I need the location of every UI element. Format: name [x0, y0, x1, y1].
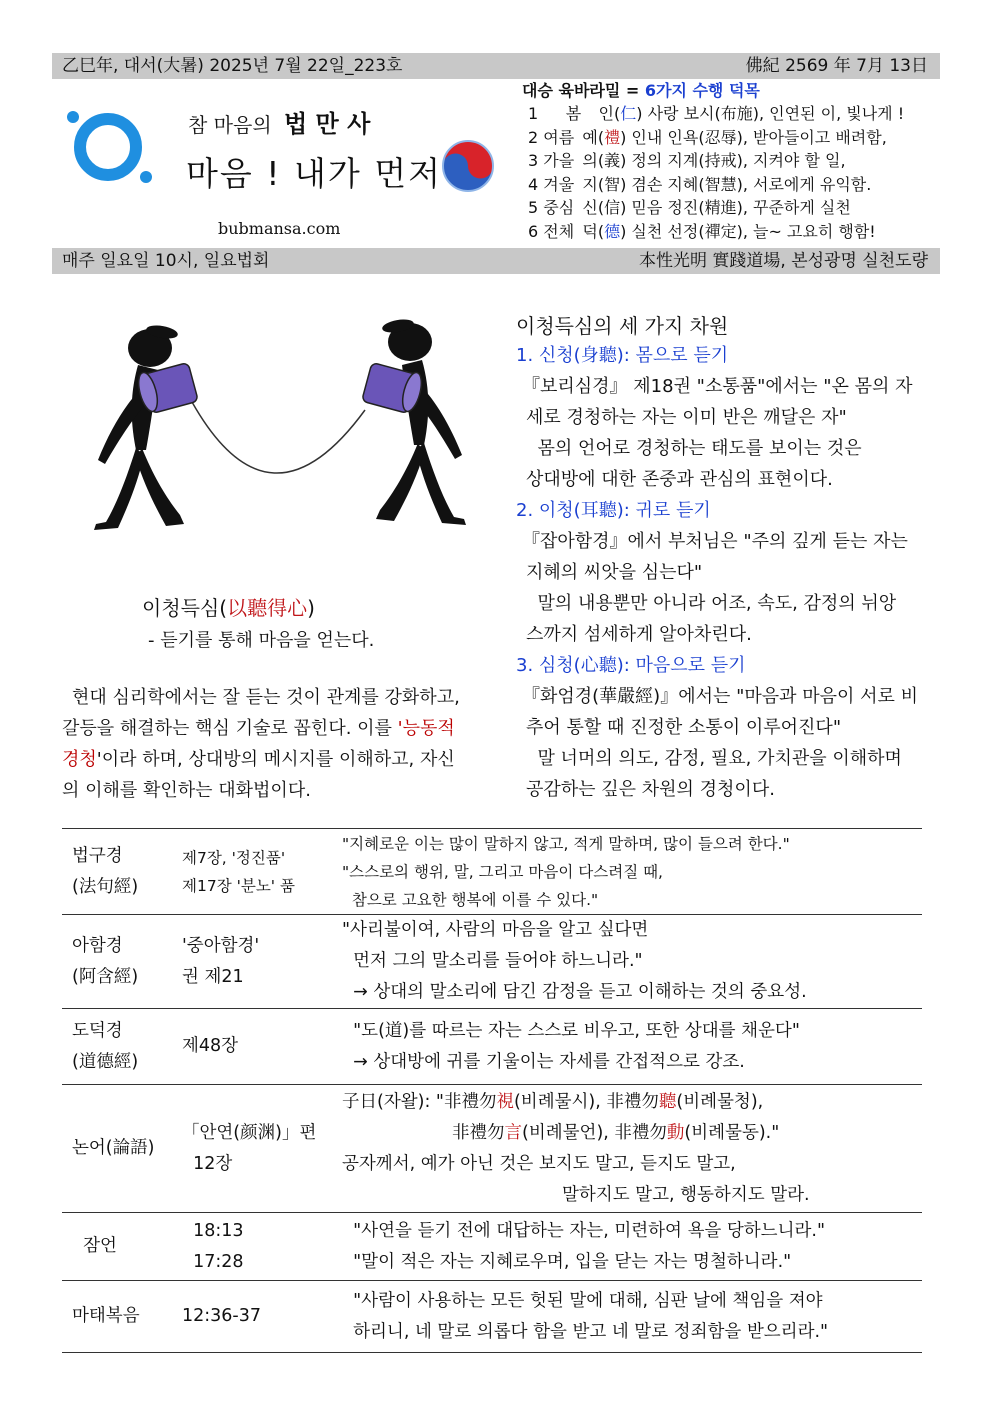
taegeuk-icon: [440, 138, 496, 194]
table-row: [62, 1085, 922, 1213]
section-heading: 3. 심청(心聽): 마음으로 듣기: [516, 655, 746, 676]
dimensions-sections: 1. 신청(身聽): 몸으로 듣기 『보리심경』 제18권 "소통품"에서는 "온 몸의 자 세로 경청하는 자는 이미 반은 깨달은 자" 몸의 언어로 경청하는 태도를 보이는 것은 상대방에 대한 존중과 관심의 표현이다. 2. 이청(耳聽): 귀로 듣기 『잡아함경』에서 부처님은 "주의 깊게 듣는 자는 지혜의 씨앗을 심는다" 말의 내용뿐만 아니라 어조, 속도, 감정의 뉘앙 스까지 섬세하게 알아차린다. 3. 심청(心聽): 마음으로 듣기 『화엄경(華嚴經)』에서는 "마음과 마음이 서로 비 추어 통할 때 진정한 소통이 이루어진다" 말 너머의 의도, 감정, 필요, 가치관을 이해하며 공감하는 깊은 차원의 경청이다.: [516, 340, 936, 805]
scripture-quote: "사리불이여, 사람의 마음을 알고 싶다면 먼저 그의 말소리를 들어야 하느니라." → 상대의 말소리에 담긴 감정을 듣고 이해하는 것의 중요성.: [342, 920, 807, 1002]
tin-can-phone-illustration: [80, 310, 480, 540]
scripture-quote: "도(道)를 따르는 자는 스스로 비우고, 또한 상대를 채운다" → 상대방에 귀를 기울이는 자세를 간접적으로 강조.: [342, 1020, 800, 1072]
service-time: 매주 일요일 10시, 일요법회: [62, 251, 270, 271]
main-subtitle: - 듣기를 통해 마음을 얻는다.: [148, 630, 375, 651]
temple-logo-icon: [62, 105, 162, 190]
table-row: [62, 829, 922, 915]
temple-motto: 本性光明 實踐道場, 본성광명 실천도량: [639, 251, 928, 271]
scripture-quote: "사연을 듣기 전에 대답하는 자는, 미련하여 욕을 당하느니라." "말이 적은 자는 지혜로우며, 입을 닫는 자는 명철하니라.": [342, 1220, 826, 1272]
table-row: [62, 915, 922, 1009]
scripture-quote: 子日(자왈): "非禮勿視(비례물시), 非禮勿聽(비례물청), 非禮勿言(비례물언), 非禮勿動(비례물동)." 공자께서, 예가 아닌 것은 보지도 말고, 듣지도 말고, 말하지도 말고, 행동하지도 말라.: [342, 1091, 810, 1205]
scripture-quote: "지혜로운 이는 많이 말하지 않고, 적게 말하며, 많이 들으려 한다." "스스로의 행위, 말, 그리고 마음이 다스려질 때, 참으로 고요한 행복에 이를 수 있다.": [342, 834, 790, 909]
table-row: [62, 1009, 922, 1085]
scripture-name: 도덕경 (道德經): [72, 1020, 139, 1072]
website-link[interactable]: bubmansa.com: [218, 219, 341, 238]
virtues-title-a: 대승 육바라밀 =: [522, 81, 645, 100]
scripture-chapter: 제7장, '정진품' 제17장 '분노' 품: [182, 848, 295, 895]
scripture-quote: "사람이 사용하는 모든 헛된 말에 대해, 심판 날에 책임을 져야 하리니, 네 말로 의롭다 함을 받고 네 말로 정죄함을 받으리라.": [342, 1290, 829, 1342]
header-date-bar: [52, 53, 940, 79]
temple-title: [188, 104, 370, 139]
table-row: [62, 1281, 922, 1353]
virtue-item: 3 가을 의(義) 정의 지계(持戒), 지켜야 할 일,: [528, 151, 846, 170]
section-heading: 2. 이청(耳聽): 귀로 듣기: [516, 500, 711, 521]
section-heading: 1. 신청(身聽): 몸으로 듣기: [516, 345, 729, 366]
scripture-chapter: 18:13 17:28: [182, 1220, 244, 1272]
main-title: 이청득심(以聽得心): [142, 596, 315, 620]
scripture-name: 마태복음: [72, 1306, 140, 1326]
virtue-item: 5 중심 신(信) 믿음 정진(精進), 꾸준하게 실천: [528, 198, 851, 217]
virtue-item: 1 봄 인(仁) 사랑 보시(布施), 인연된 이, 빛나게 !: [528, 104, 905, 123]
scripture-name: 잠언: [72, 1236, 117, 1256]
virtues-title-b: 6가지 수행 덕목: [644, 81, 760, 100]
temple-name: 법 만 사: [284, 109, 371, 138]
buddhist-date: 佛紀 2569 年 7月 13日: [745, 56, 928, 76]
virtue-item: 4 겨울 지(智) 겸손 지혜(智慧), 서로에게 유익함.: [528, 174, 872, 194]
intro-paragraph: 현대 심리학에서는 잘 듣는 것이 관계를 강화하고, 갈등을 해결하는 핵심 기술로 꼽힌다. 이를 '능동적 경청'이라 하며, 상대방의 메시지를 이해하고, 자신 의 이해를 확인하는 대화법이다.: [62, 687, 460, 801]
dimensions-title: 이청득심의 세 가지 차원: [516, 314, 729, 338]
virtue-item: 2 여름 예(禮) 인내 인욕(忍辱), 받아들이고 배려함,: [528, 127, 887, 147]
sutra-table: [62, 828, 922, 1353]
virtue-item: 6 전체 덕(德) 실천 선정(禪定), 늘~ 고요히 행함!: [528, 221, 876, 241]
scripture-name: 논어(論語): [72, 1138, 155, 1158]
motto: 마음 ! 내가 먼저: [186, 154, 442, 193]
scripture-chapter: 12:36-37: [182, 1306, 262, 1326]
scripture-name: 법구경 (法句經): [72, 845, 139, 897]
scripture-name: 아함경 (阿含經): [72, 935, 139, 987]
scripture-chapter: 「안연(颜渊)」편 12장: [182, 1122, 317, 1174]
temple-small-label: 참 마음의: [188, 113, 272, 137]
virtues-list: [528, 102, 948, 243]
scripture-chapter: '중아함경' 권 제21: [182, 935, 260, 987]
scripture-chapter: 제48장: [182, 1036, 239, 1056]
virtues-title: [522, 78, 760, 101]
table-row: [62, 1213, 922, 1281]
lunar-date: 乙巳年, 대서(大暑) 2025년 7월 22일_223호: [62, 56, 403, 76]
service-bar: [52, 248, 940, 274]
